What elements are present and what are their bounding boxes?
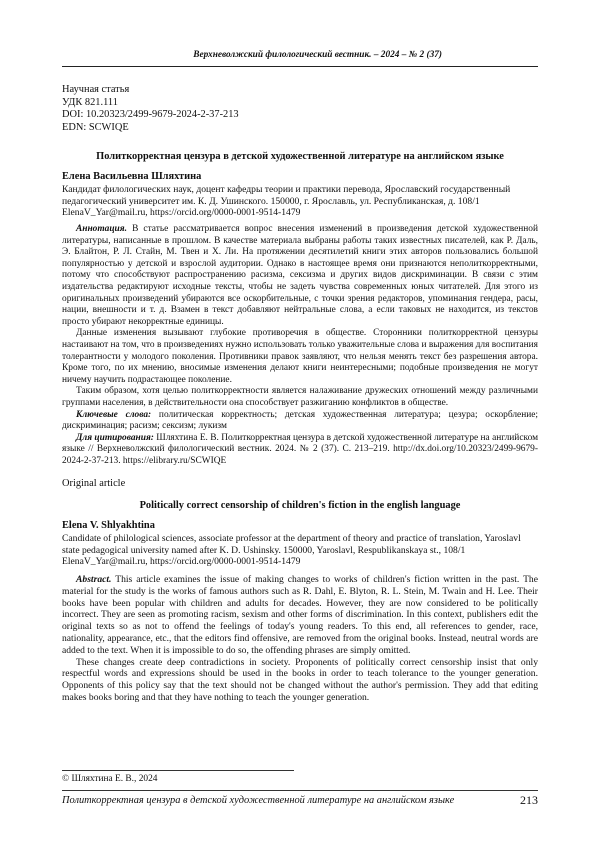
article-meta	[62, 84, 239, 134]
author-name-en: Elena V. Shlyakhtina	[62, 520, 155, 531]
article-title-en: Politically correct censorship of children's fiction in the english language	[139, 500, 461, 511]
copyright-note: © Шляхтина Е. В., 2024	[62, 774, 158, 784]
keywords-ru	[62, 410, 538, 433]
keywords-text: политическая корректность; детская художественная литература; цезура; оскорбление; дискриминация; расизм; сексизм; лукизм	[62, 409, 539, 432]
author-contacts-en[interactable]: ElenaV_Yar@mail.ru, https://orcid.org/0000-0001-9514-1479	[62, 556, 301, 568]
article-title-ru: Политкорректная цензура в детской художественной литературе на английском языке	[96, 151, 504, 162]
abstract-paragraph	[62, 224, 538, 328]
abstract-ru	[62, 224, 538, 467]
author-affiliation-en	[62, 533, 538, 568]
abstract-paragraph: Таким образом, хотя целью политкорректности является налаживание дружеских отношений между различными группами населения, в действительности она способствует разжиганию конфликтов в обществе.	[62, 386, 538, 408]
citation-text[interactable]: Шляхтина Е. В. Политкорректная цензура в детской художественной литературе на английском языке // Верхневолжский филологический вестник. 2024. № 2 (37). С. 213–219. http://dx.doi.org/10.20323/2499-9679-2024-2-37-213. https://elibrary.ru/SCWIQE	[62, 432, 539, 466]
abstract-text: В статье рассматривается вопрос внесения изменений в произведения детской художественной литературы, написанные в прошлом. В качестве материала выбраны работы таких известных писателей, как Р. Даль, Э. Блайтон, Р. Л. Стайн, М. Твен и Х. Ли. На протяжении десятилетий книги этих авторов пользовались большой популярностью у детской и взрослой аудитории. Однако в настоящее время они признаются неполиткорректными, потому что способствуют распространению расизма, сексизма и других видов дискриминации. В связи с этим издательства редактируют исходные тексты, чтобы не задеть чувства современных юных читателей. Для этого из оригинальных произведений убираются все оскорбительные, с точки зрения редакторов, упоминания гендера, расы, нации, внешности и т. д. Взамен в текст добавляют нейтральные слова, а если таковых не находится, из текстов просто убирают некорректные единицы.	[62, 224, 538, 327]
citation-ru	[62, 433, 538, 468]
affiliation-text-ru: Кандидат филологических наук, доцент кафедры теории и практики перевода, Ярославский государственный педагогический университет им. К. Д. Ушинского. 150000, г. Ярославль, ул. Республиканская, д. 108/1	[62, 184, 511, 207]
header-divider	[62, 66, 538, 67]
abstract-label-en: Abstract.	[76, 574, 112, 585]
abstract-paragraph: Данные изменения вызывают глубокие противоречия в обществе. Сторонники политкорректной цензуры настаивают на том, что в произведениях нужно использовать только уважительные слова и выражения для воспитания толерантности у молодого поколения. Противники правок заявляют, что нельзя менять текст без разрешения автора. Кроме того, по их мнению, вносимые изменения делают книги неинтересными; подобные произведения не могут ничему научить подрастающее поколение.	[62, 328, 538, 385]
edn: EDN: SCWIQE	[62, 121, 129, 133]
citation-label-ru: Для цитирования:	[76, 432, 154, 443]
author-affiliation-ru	[62, 184, 538, 219]
original-article-label: Original article	[62, 478, 126, 489]
keywords-label-ru: Ключевые слова:	[76, 409, 152, 420]
affiliation-text-en: Candidate of philological sciences, associate professor at the department of theory and practice of translation, Yaroslavl state pedagogical university named after K. D. Ushinsky. 150000, Yaroslavl, Respublikanskaya st., 108/1	[62, 533, 521, 556]
footer-running-title: Политкорректная цензура в детской художественной литературе на английском языке	[62, 795, 455, 806]
page-number: 213	[520, 793, 538, 807]
abstract-label-ru: Аннотация.	[76, 224, 127, 234]
doi[interactable]: DOI: 10.20323/2499-9679-2024-2-37-213	[62, 109, 239, 121]
abstract-text: This article examines the issue of making changes to works of children's fiction written in the past. The material for the study is the works of famous authors such as R. Dahl, E. Blyton, R. L. Stein, M. Twain and H. Lee. Their books have been popular with children and adults for decades. However, they are now considered to be politically incorrect. They are seen as promoting racism, sexism and other forms of discrimination. In this context, publishers edit the original texts so as not to offend the feelings of today's young readers. To this end, all references to gender, race, nationality, appearance, etc., that the editors find offensive, are removed from the original books. Instead, neutral words are added to the text. When it is impossible to do so, the offending phrases are simply omitted.	[62, 574, 538, 656]
journal-name: Верхневолжский филологический вестник. – 2024 – № 2 (37)	[193, 50, 442, 60]
udk-code: УДК 821.111	[62, 96, 118, 108]
abstract-paragraph	[62, 574, 538, 657]
footer-divider	[62, 790, 538, 791]
author-name-ru: Елена Васильевна Шляхтина	[62, 171, 202, 182]
abstract-en	[62, 574, 538, 704]
footnote-divider	[62, 770, 294, 771]
article-type: Научная статья	[62, 84, 130, 95]
running-head	[62, 50, 538, 60]
abstract-paragraph: These changes create deep contradictions in society. Proponents of politically correct censorship insist that only respectful words and expressions should be used in the books in order to teach tolerance to the younger generation. Opponents of this policy say that the text should not be changed without the author's permission. They add that editing makes books boring and that they have nothing to teach the younger generation.	[62, 656, 538, 703]
author-contacts-ru[interactable]: ElenaV_Yar@mail.ru, https://orcid.org/0000-0001-9514-1479	[62, 207, 301, 219]
